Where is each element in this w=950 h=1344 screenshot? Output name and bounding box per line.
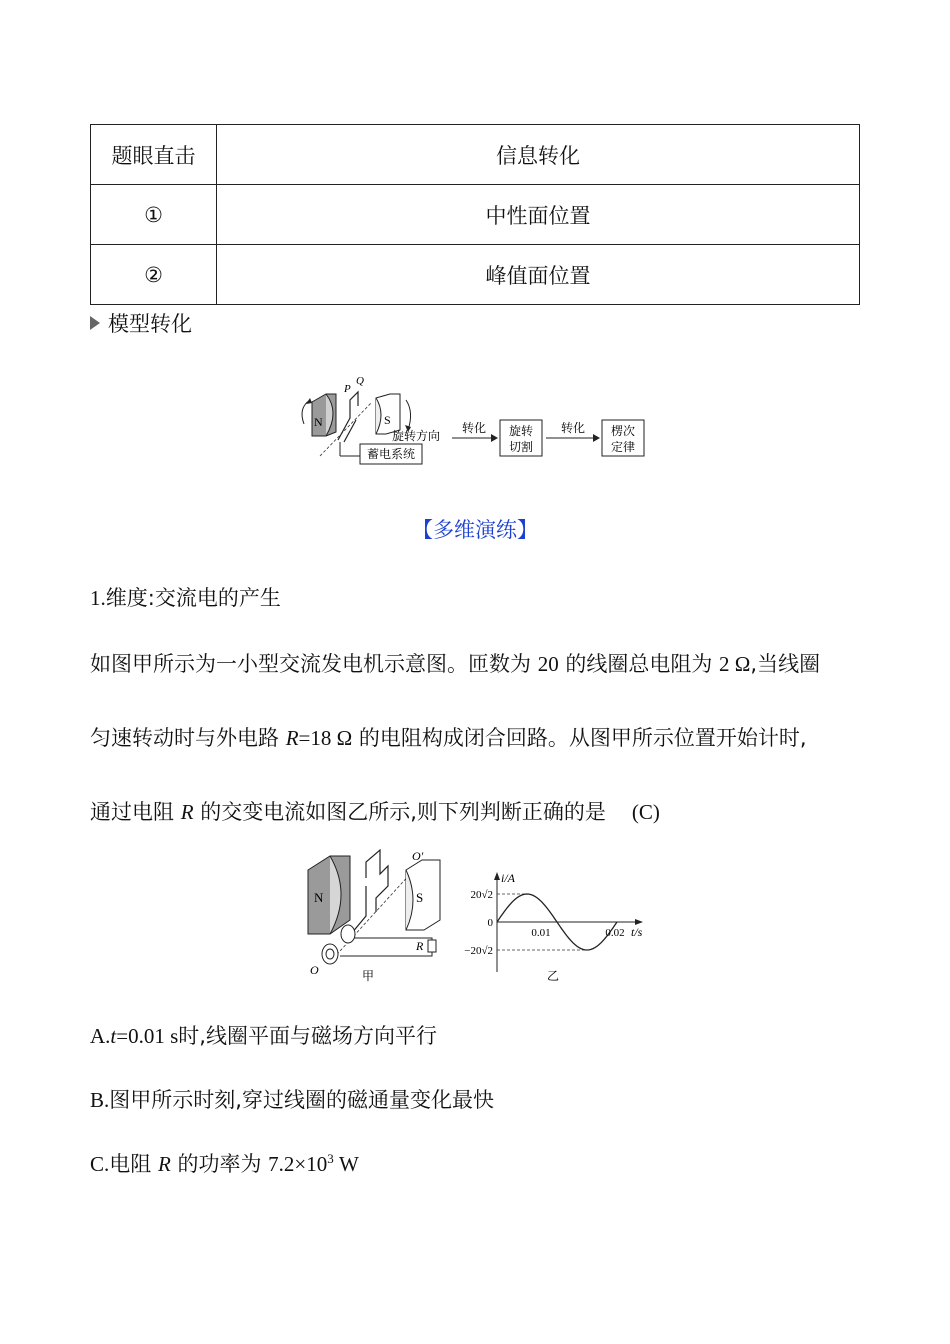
model-heading — [90, 308, 192, 338]
text-run: 如图甲所示为一小型交流发电机示意图。匝数为 — [90, 652, 538, 676]
s-label: S — [416, 890, 424, 905]
n-label: N — [314, 890, 324, 905]
arrow-label: 转化 — [560, 421, 586, 435]
rotation-direction-label: 旋转方向 — [392, 429, 441, 443]
exponent: 3 — [327, 1151, 334, 1166]
number-run: =18 Ω — [298, 726, 353, 750]
arrowhead-icon — [306, 398, 312, 404]
practice-title: 【多维演练】 — [412, 518, 538, 542]
text-run: 时,线圈平面与磁场方向平行 — [178, 1024, 437, 1048]
number-run: =0.01 s — [116, 1024, 179, 1048]
s-label: S — [384, 413, 391, 427]
x-axis-label: t/s — [631, 925, 643, 939]
model-transform-diagram — [290, 372, 660, 472]
text-run: 的电阻构成闭合回路。从图甲所示位置开始计时, — [352, 726, 807, 750]
figure-caption: 乙 — [546, 969, 560, 983]
storage-label: 蓄电系统 — [366, 447, 416, 461]
box-text: 楞次 — [610, 424, 636, 438]
table-cell: 中性面位置 — [217, 185, 860, 245]
r-label: R — [416, 939, 424, 953]
question-number: 1. — [90, 586, 106, 610]
box-text: 旋转 — [508, 424, 534, 438]
variable-r: R — [285, 726, 299, 750]
table-row — [91, 245, 860, 305]
slip-ring — [341, 925, 355, 943]
option-letter: C. — [90, 1152, 110, 1176]
question-line-3 — [90, 796, 660, 826]
y-axis-label: i/A — [501, 871, 515, 885]
option-b — [90, 1084, 494, 1114]
number-run: 20 — [537, 652, 559, 676]
coil-wire — [366, 850, 388, 912]
rotation-arrow-icon — [406, 400, 411, 430]
y-tick-label: 0 — [487, 917, 493, 929]
text-run: 电阻 — [109, 1152, 158, 1176]
option-a — [90, 1020, 437, 1050]
coil-wire — [344, 420, 356, 442]
unit: W — [333, 1152, 359, 1176]
option-letter: A. — [90, 1024, 111, 1048]
y-tick-label: 20√2 — [470, 889, 493, 901]
variable-r: R — [180, 800, 194, 824]
option-c — [90, 1148, 359, 1178]
arrow-label: 转化 — [461, 421, 487, 435]
coil-wire — [338, 392, 358, 440]
text-run: 图甲所示时刻,穿过线圈的磁通量变化最快 — [109, 1088, 494, 1112]
o-label: O — [310, 963, 319, 977]
question-line-2 — [90, 722, 807, 752]
variable-t: t — [110, 1024, 117, 1048]
table-cell: ① — [91, 185, 217, 245]
table-cell: ② — [91, 245, 217, 305]
y-axis-arrowhead-icon — [494, 872, 500, 880]
option-letter: B. — [90, 1088, 110, 1112]
question-line-1 — [90, 648, 820, 678]
y-tick-label: −20√2 — [464, 945, 493, 957]
number-run: 7.2×10 — [268, 1152, 328, 1176]
figure-caption: 甲 — [361, 969, 375, 983]
number-run: 2 Ω — [719, 652, 751, 676]
n-label: N — [314, 415, 323, 429]
dimension-text: 维度:交流电的产生 — [105, 586, 281, 610]
table-header-cell: 信息转化 — [217, 125, 860, 185]
table-header-cell: 题眼直击 — [91, 125, 217, 185]
rotation-arrow-icon — [302, 400, 310, 424]
table-cell: 峰值面位置 — [217, 245, 860, 305]
box-text: 切割 — [508, 440, 534, 454]
question-dimension — [90, 582, 281, 612]
variable-r: R — [157, 1152, 171, 1176]
box-text: 定律 — [610, 440, 636, 454]
table-header-row — [91, 125, 860, 185]
slip-ring — [322, 944, 338, 964]
arrowhead-icon — [593, 434, 600, 442]
answer: (C) — [631, 800, 660, 824]
text-run: 通过电阻 — [90, 800, 181, 824]
text-run: 的交变电流如图乙所示,则下列判断正确的是 — [193, 800, 606, 824]
p-label: P — [344, 383, 351, 395]
x-tick-label: 0.02 — [605, 927, 625, 939]
current-chart — [455, 868, 655, 986]
text-run: 匀速转动时与外电路 — [90, 726, 286, 750]
arrowhead-icon — [491, 434, 498, 442]
q-label: Q — [356, 375, 364, 387]
x-tick-label: 0.01 — [531, 927, 551, 939]
table-row — [91, 185, 860, 245]
model-heading-text: 模型转化 — [108, 312, 192, 336]
generator-figure — [300, 846, 445, 986]
text-run: ,当线圈 — [750, 652, 821, 676]
text-run: 的功率为 — [170, 1152, 269, 1176]
resistor — [428, 940, 436, 952]
triangle-bullet-icon — [90, 316, 100, 330]
o-prime-label: O′ — [412, 849, 424, 863]
info-table — [90, 124, 860, 305]
text-run: 的线圈总电阻为 — [558, 652, 720, 676]
